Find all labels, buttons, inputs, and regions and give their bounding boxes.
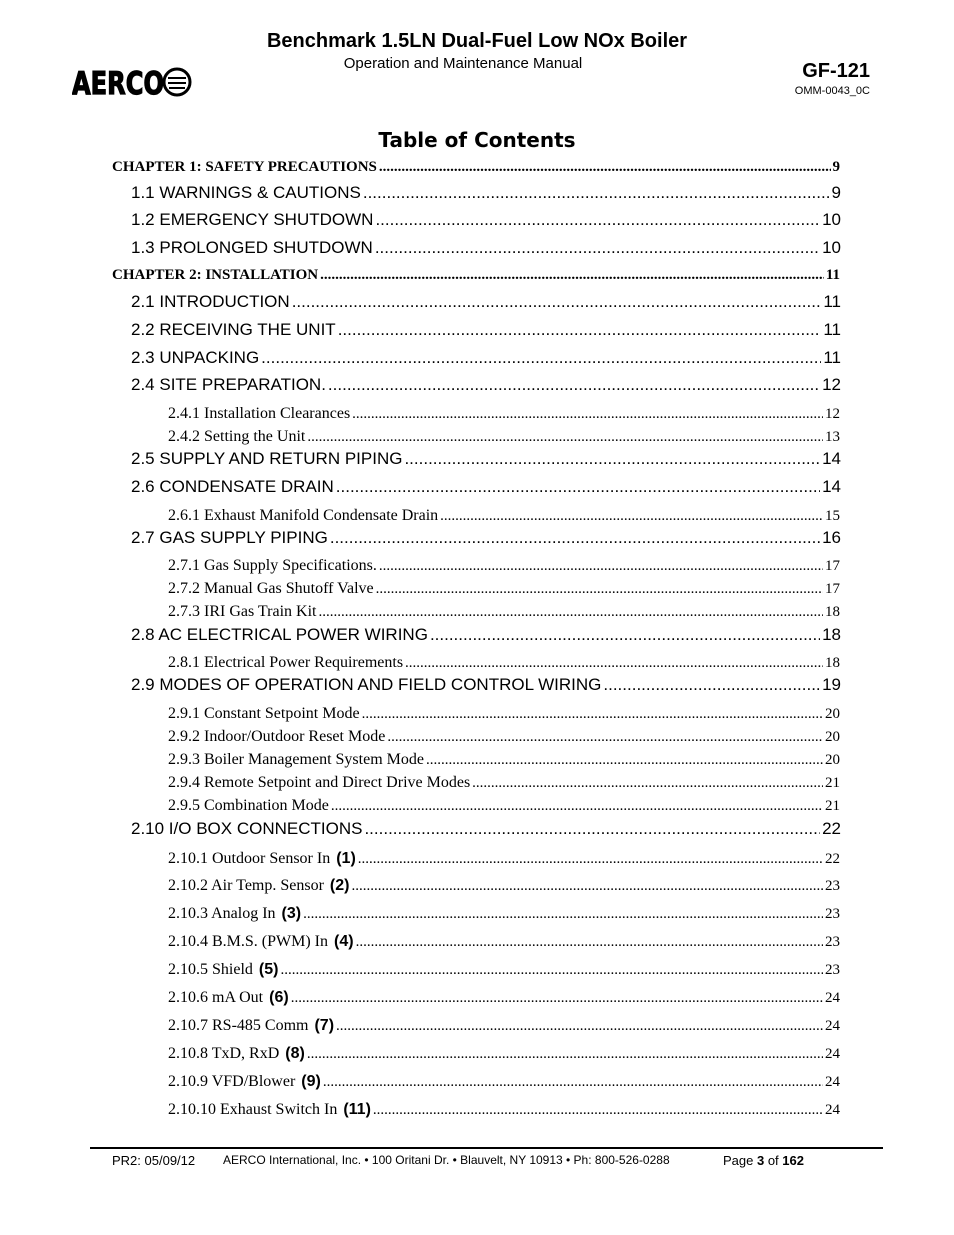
toc-dot-leader [307,429,823,446]
toc-dot-leader [387,729,823,746]
toc-entry-page: 14 [822,477,841,496]
toc-entry-terminal-number: (9) [301,1073,321,1090]
toc-entry-label: 2.4 SITE PREPARATION. [131,375,326,394]
toc-entry[interactable] [168,1073,840,1091]
toc-entry-label: CHAPTER 2: INSTALLATION [112,267,319,283]
toc-entry-page: 23 [825,962,840,978]
toc-entry-page: 24 [825,1046,840,1062]
toc-entry[interactable] [131,375,841,395]
toc-entry-terminal-number: (7) [314,1017,335,1034]
toc-entry-label: 2.4.2 Setting the Unit [168,428,306,445]
toc-entry[interactable] [131,675,841,695]
toc-entry-page: 23 [825,906,840,922]
toc-entry-page: 12 [822,375,841,394]
toc-entry-page: 11 [823,348,841,367]
toc-entry[interactable] [168,850,840,868]
toc-entry[interactable] [168,933,840,951]
toc-entry-page: 9 [831,183,841,202]
toc-entry[interactable] [168,1045,840,1063]
toc-dot-leader [351,878,823,895]
toc-entry-page: 24 [825,1074,840,1090]
toc-dot-leader [356,934,823,951]
toc-dot-leader [430,625,820,645]
toc-entry-page: 11 [823,320,841,339]
toc-dot-leader [603,675,820,695]
toc-dot-leader [375,238,820,258]
document-number: OMM-0043_0C [794,85,870,97]
footer-divider [90,1147,883,1149]
toc-entry-label: 2.10.7 RS-485 Comm [168,1017,309,1034]
toc-entry[interactable] [168,428,840,446]
toc-entry-label: 2.10.3 Analog In [168,905,276,922]
toc-entry[interactable] [168,405,840,423]
footer-revision: PR2: 05/09/12 [112,1153,196,1168]
toc-entry-page: 18 [825,604,840,620]
toc-entry-terminal-number: (1) [336,850,356,867]
toc-dot-leader [261,348,821,368]
page-of: of [764,1153,783,1168]
toc-entry-page: 9 [832,159,840,175]
page-total: 162 [782,1153,804,1168]
toc-entry[interactable] [112,267,840,284]
toc-entry-label: 2.9.3 Boiler Management System Mode [168,751,424,768]
toc-entry-page: 20 [825,729,840,745]
toc-entry[interactable] [168,751,840,769]
toc-entry-label: 2.3 UNPACKING [131,348,260,367]
toc-dot-leader [320,267,824,284]
toc-entry-label: 1.3 PROLONGED SHUTDOWN [131,238,373,257]
toc-entry-label: 2.10.6 mA Out [168,989,264,1006]
toc-entry[interactable] [168,774,840,792]
toc-entry-label: 2.2 RECEIVING THE UNIT [131,320,336,339]
toc-entry[interactable] [168,1017,840,1035]
manual-title: Benchmark 1.5LN Dual-Fuel Low NOx Boiler [266,30,688,52]
toc-dot-leader [336,477,820,497]
toc-entry[interactable] [168,728,840,746]
toc-dot-leader [331,798,823,815]
toc-entry-label: 2.10.1 Outdoor Sensor In [168,850,331,867]
toc-entry-page: 11 [823,292,841,311]
toc-entry-label: 2.7.3 IRI Gas Train Kit [168,603,317,620]
toc-entry[interactable] [168,507,840,525]
toc-entry-page: 10 [822,210,841,229]
toc-entry-page: 22 [825,851,840,867]
toc-dot-leader [280,962,823,979]
toc-entry-terminal-number: (8) [285,1045,305,1062]
toc-entry-page: 24 [825,1102,840,1118]
footer-address: AERCO International, Inc. • 100 Oritani Dr. • Blauvelt, NY 10913 • Ph: 800-526-0288 [223,1153,670,1167]
toc-entry-page: 18 [822,625,841,644]
toc-entry-label: 2.6 CONDENSATE DRAIN [131,477,334,496]
toc-dot-leader [379,159,831,176]
toc-entry-label: 2.10.8 TxD, RxD [168,1045,280,1062]
toc-entry-label: 2.4.1 Installation Clearances [168,405,351,422]
toc-entry[interactable] [168,905,840,923]
toc-entry[interactable] [168,797,840,815]
toc-entry-label: 2.9.2 Indoor/Outdoor Reset Mode [168,728,386,745]
toc-entry-label: 1.2 EMERGENCY SHUTDOWN [131,210,374,229]
toc-entry[interactable] [168,989,840,1007]
toc-entry[interactable] [131,238,841,258]
toc-entry-page: 19 [822,675,841,694]
toc-entry-label: CHAPTER 1: SAFETY PRECAUTIONS [112,159,377,175]
toc-entry-label: 2.8.1 Electrical Power Requirements [168,654,404,671]
toc-dot-leader [373,1102,823,1119]
toc-entry-label: 2.7 GAS SUPPLY PIPING [131,528,328,547]
aerco-logo-text: AERCO [72,66,164,98]
toc-dot-leader [292,292,822,312]
toc-entry-label: 2.7.1 Gas Supply Specifications. [168,557,377,574]
toc-entry-page: 10 [822,238,841,257]
toc-entry-page: 24 [825,1018,840,1034]
toc-entry[interactable] [131,625,841,645]
toc-dot-leader [318,604,823,621]
toc-entry[interactable] [168,580,840,598]
toc-entry[interactable] [168,603,840,621]
toc-entry[interactable] [131,348,841,368]
toc-dot-leader [404,449,820,469]
toc-entry-terminal-number: (3) [281,905,302,922]
toc-entry[interactable] [168,654,840,672]
toc-entry-page: 22 [822,819,841,838]
toc-entry-page: 21 [825,775,840,791]
toc-entry-page: 14 [822,449,841,468]
toc-entry-page: 16 [822,528,841,547]
toc-entry-page: 20 [825,752,840,768]
toc-entry-page: 23 [825,878,840,894]
toc-entry-page: 17 [825,581,840,597]
toc-dot-leader [426,752,823,769]
toc-dot-leader [364,819,820,839]
toc-entry-terminal-number: (6) [269,989,289,1006]
toc-dot-leader [336,1018,823,1035]
toc-entry-label: 2.10.2 Air Temp. Sensor [168,877,324,894]
toc-dot-leader [328,375,820,395]
toc-dot-leader [362,706,823,723]
toc-entry-label: 2.8 AC ELECTRICAL POWER WIRING [131,625,428,644]
toc-entry-label: 2.10.10 Exhaust Switch In [168,1101,338,1118]
toc-dot-leader [376,581,823,598]
toc-dot-leader [307,1046,823,1063]
toc-entry-label: 2.9.4 Remote Setpoint and Direct Drive Modes [168,774,471,791]
toc-entry[interactable] [131,449,841,469]
toc-entry[interactable] [168,877,840,895]
toc-entry-label: 2.10.9 VFD/Blower [168,1073,296,1090]
manual-subtitle: Operation and Maintenance Manual [343,55,583,72]
toc-dot-leader [291,990,823,1007]
toc-entry-page: 13 [825,429,840,445]
toc-entry[interactable] [168,557,840,575]
toc-entry-label: 2.9.5 Combination Mode [168,797,329,814]
toc-entry-page: 12 [825,406,840,422]
toc-dot-leader [330,528,820,548]
toc-entry-label: 2.9.1 Constant Setpoint Mode [168,705,360,722]
toc-entry[interactable] [131,528,841,548]
toc-dot-leader [352,406,823,423]
toc-entry[interactable] [131,819,841,839]
toc-entry-label: 2.1 INTRODUCTION [131,292,290,311]
toc-entry[interactable] [112,159,840,176]
toc-dot-leader [323,1074,823,1091]
page-prefix: Page [723,1153,757,1168]
toc-entry-page: 23 [825,934,840,950]
toc-dot-leader [338,320,822,340]
toc-entry-label: 2.10 I/O BOX CONNECTIONS [131,819,363,838]
toc-dot-leader [375,210,820,230]
toc-entry-terminal-number: (4) [334,933,354,950]
toc-entry[interactable] [131,477,841,497]
toc-entry[interactable] [131,320,841,340]
toc-entry-label: 2.10.4 B.M.S. (PWM) In [168,933,329,950]
toc-entry-page: 15 [825,508,840,524]
toc-dot-leader [405,655,823,672]
toc-dot-leader [303,906,823,923]
toc-dot-leader [363,183,830,203]
toc-entry-label: 2.9 MODES OF OPERATION AND FIELD CONTROL WIRING [131,675,602,694]
toc-entry[interactable] [168,1101,840,1119]
toc-entry-page: 20 [825,706,840,722]
toc-entry-label: 2.10.5 Shield [168,961,253,978]
toc-entry[interactable] [168,705,840,723]
toc-dot-leader [440,508,823,525]
toc-entry-page: 11 [825,267,840,283]
document-code: GF-121 [802,60,870,82]
toc-entry-terminal-number: (11) [343,1101,371,1118]
toc-entry[interactable] [131,210,841,230]
toc-dot-leader [358,851,823,868]
toc-entry-page: 18 [825,655,840,671]
toc-dot-leader [472,775,823,792]
toc-dot-leader [379,558,823,575]
toc-heading: Table of Contents [378,128,576,152]
toc-entry[interactable] [168,961,840,979]
toc-entry-label: 2.6.1 Exhaust Manifold Condensate Drain [168,507,439,524]
toc-entry[interactable] [131,292,841,312]
toc-entry-terminal-number: (2) [329,877,350,894]
toc-entry[interactable] [131,183,841,203]
toc-entry-label: 2.5 SUPPLY AND RETURN PIPING [131,449,403,468]
toc-entry-page: 21 [825,798,840,814]
toc-entry-page: 17 [825,558,840,574]
footer-page-number [723,1153,804,1168]
page-current: 3 [756,1153,765,1168]
toc-entry-terminal-number: (5) [258,961,279,978]
toc-entry-label: 1.1 WARNINGS & CAUTIONS [131,183,361,202]
toc-entry-label: 2.7.2 Manual Gas Shutoff Valve [168,580,374,597]
toc-entry-page: 24 [825,990,840,1006]
